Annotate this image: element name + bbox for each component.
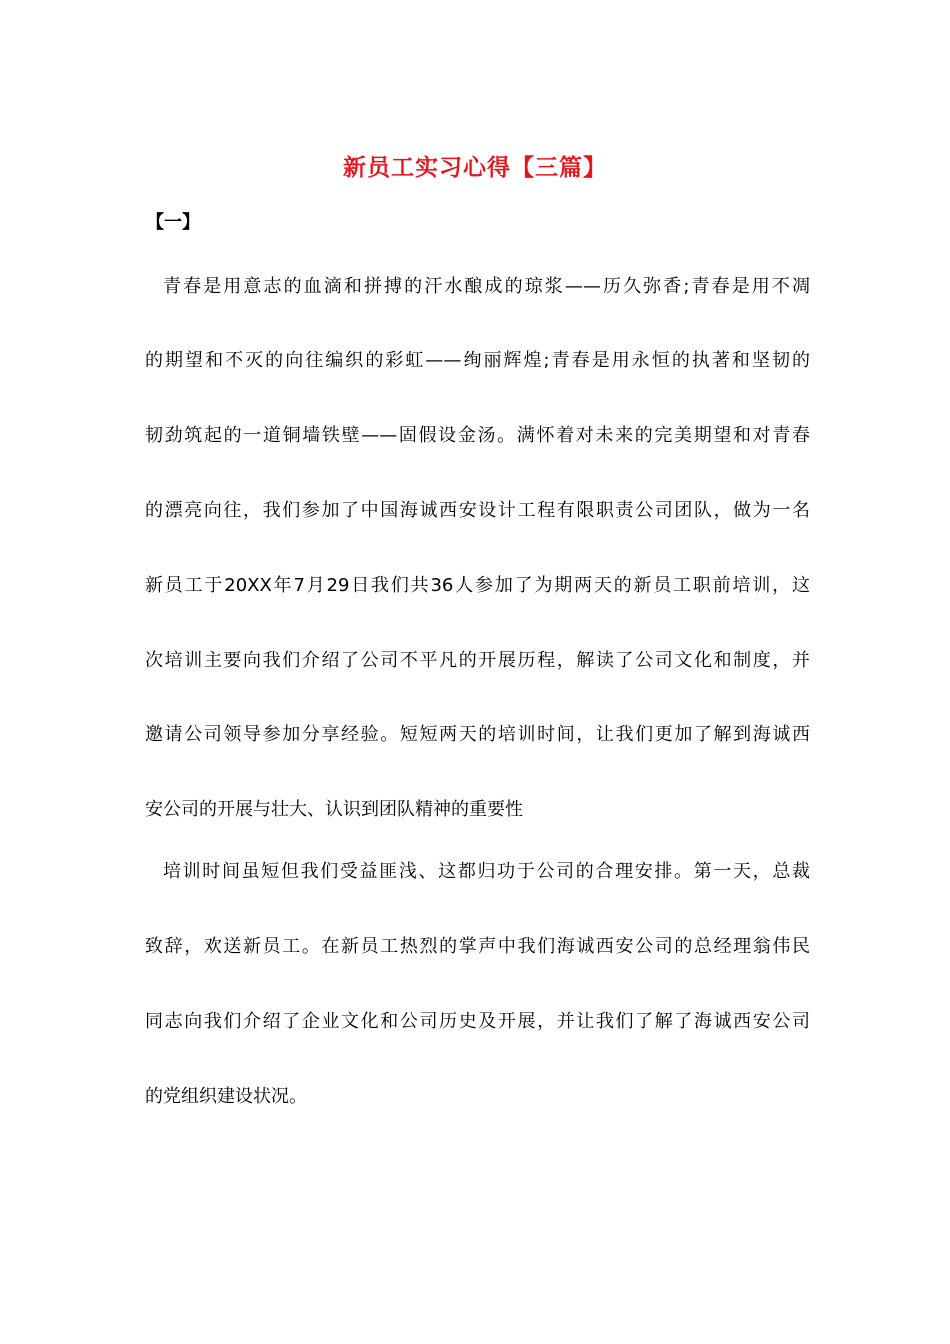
paragraph-line: 的期望和不灭的向往编织的彩虹——绚丽辉煌;青春是用永恒的执著和坚韧的 <box>145 350 810 371</box>
paragraph-line: 的漂亮向往，我们参加了中国海诚西安设计工程有限职责公司团队，做为一名 <box>145 500 810 521</box>
paragraph-line: 新员工于20XX年7月29日我们共36人参加了为期两天的新员工职前培训，这 <box>145 575 810 596</box>
paragraph-line: 邀请公司领导参加分享经验。短短两天的培训时间，让我们更加了解到海诚西 <box>145 724 810 745</box>
paragraph-line: 的党组织建设状况。 <box>145 1086 307 1107</box>
paragraph-line: 同志向我们介绍了企业文化和公司历史及开展，并让我们了解了海诚西安公司 <box>145 1011 810 1032</box>
document-title: 新员工实习心得【三篇】 <box>343 154 607 181</box>
paragraph-line: 培训时间虽短但我们受益匪浅、这都归功于公司的合理安排。第一天，总裁 <box>163 861 810 882</box>
paragraph-line: 致辞，欢送新员工。在新员工热烈的掌声中我们海诚西安公司的总经理翁伟民 <box>145 936 810 957</box>
paragraph-line: 次培训主要向我们介绍了公司不平凡的开展历程，解读了公司文化和制度，并 <box>145 650 810 671</box>
paragraph-line: 韧劲筑起的一道铜墙铁壁——固假设金汤。满怀着对未来的完美期望和对青春 <box>145 425 810 446</box>
paragraph-line: 安公司的开展与壮大、认识到团队精神的重要性 <box>145 799 523 820</box>
section-heading: 【一】 <box>146 212 200 233</box>
paragraph-line: 青春是用意志的血滴和拼搏的汗水酿成的琼浆——历久弥香;青春是用不凋 <box>163 276 810 297</box>
